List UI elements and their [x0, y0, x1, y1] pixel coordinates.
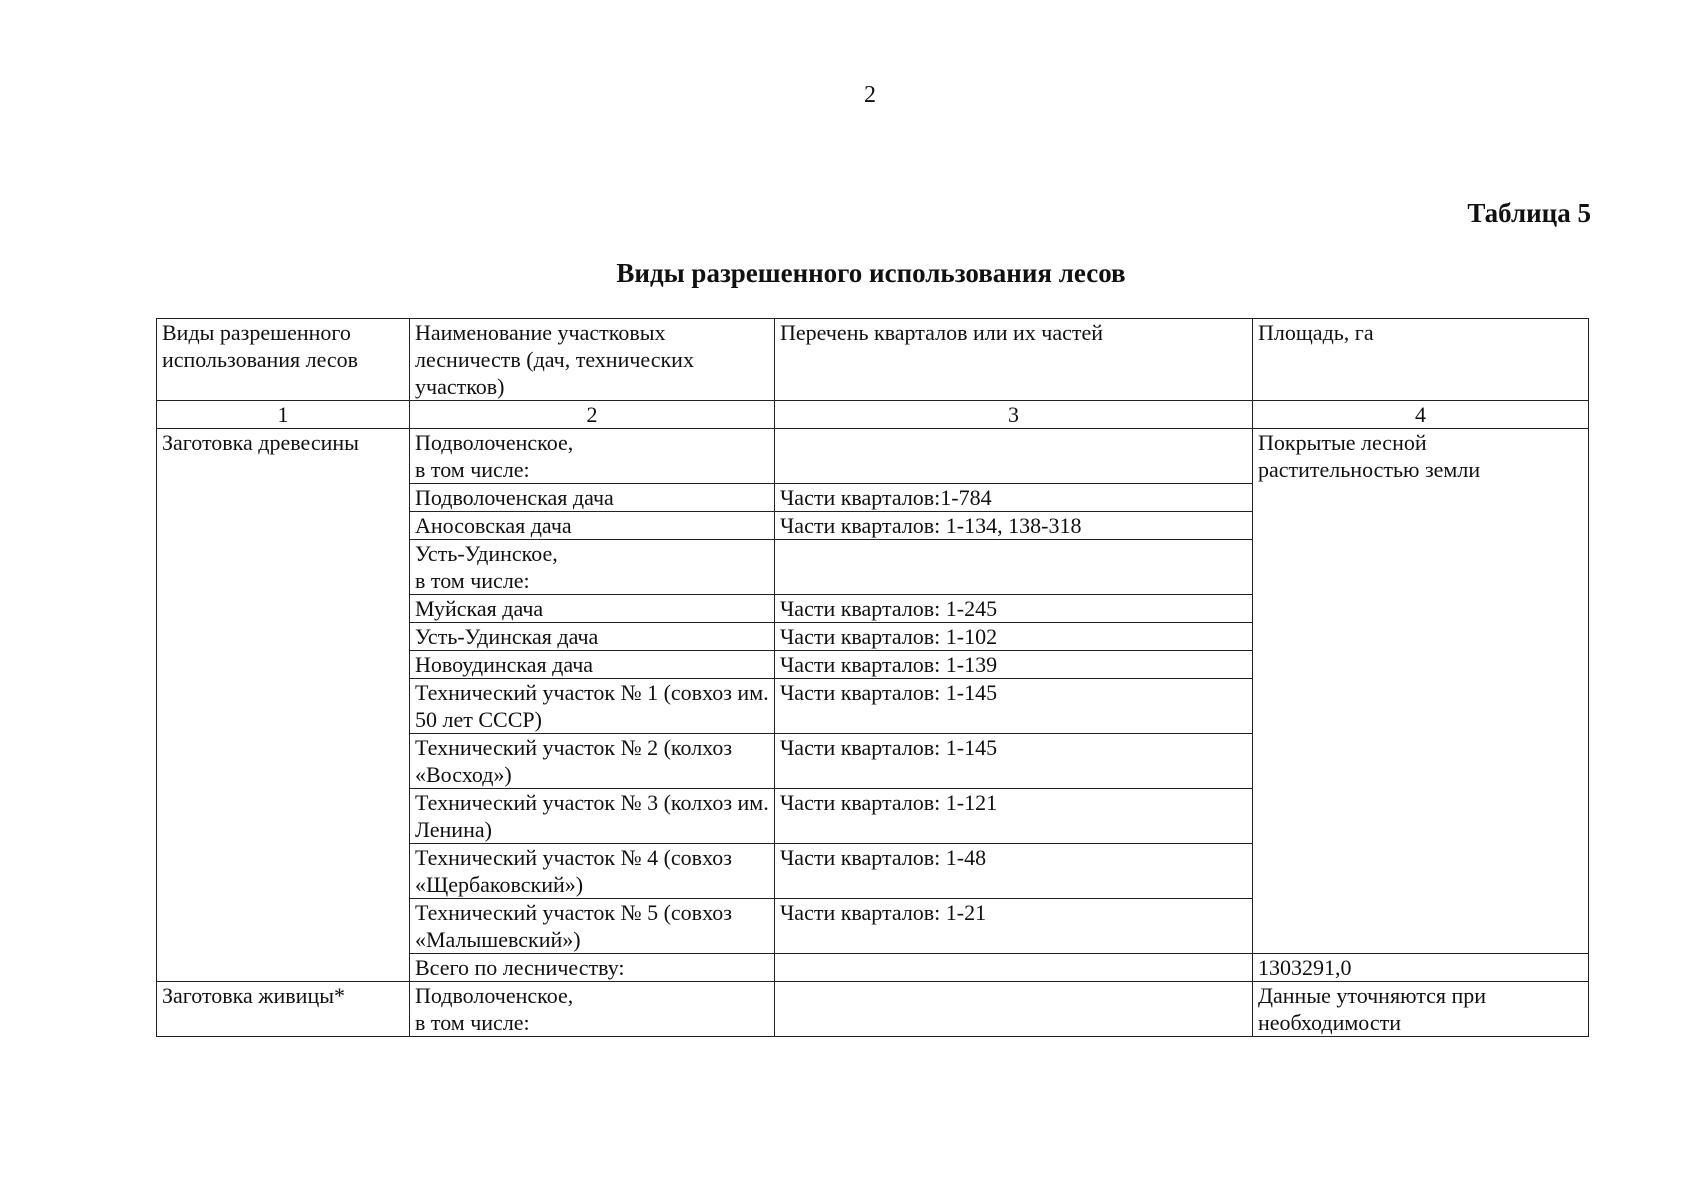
column-number: 1	[157, 401, 410, 429]
column-number: 4	[1253, 401, 1589, 429]
total-label-cell: Всего по лесничеству:	[410, 954, 775, 982]
forestry-name-line: в том числе:	[415, 457, 530, 482]
forestry-name-cell: Подволоченская дача	[410, 484, 775, 512]
forestry-name-cell: Технический участок № 4 (совхоз «Щербаковский»)	[410, 844, 775, 899]
forestry-name-cell	[410, 429, 775, 484]
header-area: Площадь, га	[1253, 319, 1589, 401]
forestry-name-cell	[410, 540, 775, 595]
quarters-cell: Части кварталов: 1-134, 138-318	[775, 512, 1253, 540]
quarters-cell: Части кварталов: 1-145	[775, 734, 1253, 789]
table-row	[157, 429, 1589, 484]
quarters-cell: Части кварталов: 1-48	[775, 844, 1253, 899]
header-quarters: Перечень кварталов или их частей	[775, 319, 1253, 401]
total-quarters-cell	[775, 954, 1253, 982]
forestry-name-cell: Технический участок № 3 (колхоз им. Ленина)	[410, 789, 775, 844]
area-note-cell: Покрытые лесной растительностью земли	[1253, 429, 1589, 954]
forestry-name-cell	[410, 982, 775, 1037]
column-number-row	[157, 401, 1589, 429]
forestry-name-line: Усть-Удинское,	[415, 541, 558, 566]
forestry-name-cell: Усть-Удинская дача	[410, 623, 775, 651]
table-label: Таблица 5	[1467, 198, 1591, 228]
table-row	[157, 982, 1589, 1037]
forestry-name-line: в том числе:	[415, 1010, 530, 1035]
forestry-name-cell: Технический участок № 1 (совхоз им. 50 лет СССР)	[410, 679, 775, 734]
page-number: 2	[864, 82, 876, 108]
forestry-name-cell: Новоудинская дача	[410, 651, 775, 679]
quarters-cell	[775, 429, 1253, 484]
header-use-type: Виды разрешенного использования лесов	[157, 319, 410, 401]
forestry-name-cell: Технический участок № 2 (колхоз «Восход»)	[410, 734, 775, 789]
forestry-name-line: в том числе:	[415, 568, 530, 593]
header-row	[157, 319, 1589, 401]
total-area-cell: 1303291,0	[1253, 954, 1589, 982]
area-note-cell: Данные уточняются при необходимости	[1253, 982, 1589, 1037]
forest-use-table	[156, 318, 1589, 1037]
use-type-cell: Заготовка древесины	[157, 429, 410, 982]
use-type-cell: Заготовка живицы*	[157, 982, 410, 1037]
quarters-cell: Части кварталов: 1-21	[775, 899, 1253, 954]
quarters-cell: Части кварталов: 1-121	[775, 789, 1253, 844]
forestry-name-line: Подволоченское,	[415, 983, 574, 1008]
quarters-cell: Части кварталов: 1-139	[775, 651, 1253, 679]
forestry-name-cell: Муйская дача	[410, 595, 775, 623]
quarters-cell: Части кварталов: 1-102	[775, 623, 1253, 651]
column-number: 3	[775, 401, 1253, 429]
header-forestry-name: Наименование участковых лесничеств (дач, технических участков)	[410, 319, 775, 401]
forestry-name-cell: Технический участок № 5 (совхоз «Малышевский»)	[410, 899, 775, 954]
quarters-cell: Части кварталов: 1-145	[775, 679, 1253, 734]
quarters-cell	[775, 540, 1253, 595]
quarters-cell	[775, 982, 1253, 1037]
column-number: 2	[410, 401, 775, 429]
quarters-cell: Части кварталов: 1-245	[775, 595, 1253, 623]
forestry-name-line: Подволоченское,	[415, 430, 574, 455]
quarters-cell: Части кварталов:1-784	[775, 484, 1253, 512]
table-title: Виды разрешенного использования лесов	[616, 258, 1126, 288]
forestry-name-cell: Аносовская дача	[410, 512, 775, 540]
